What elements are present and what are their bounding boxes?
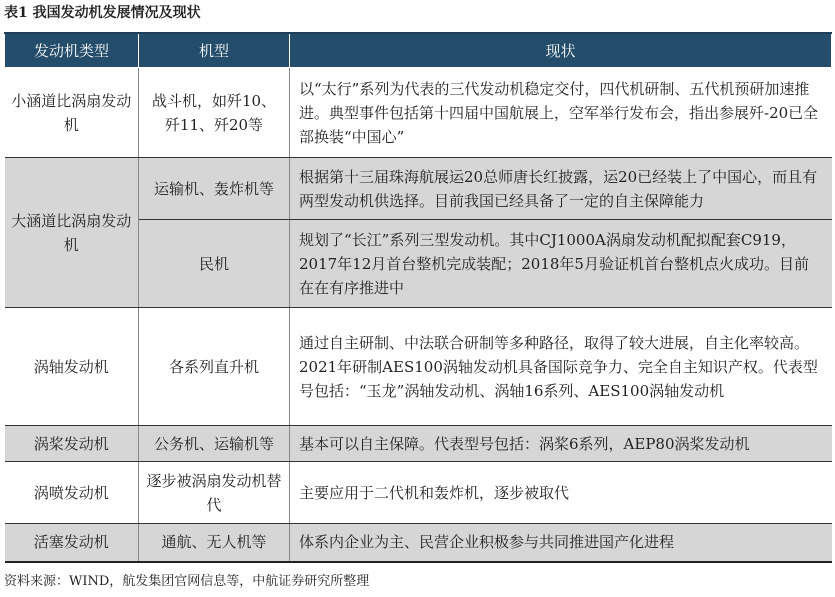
- status-cell: [290, 308, 832, 426]
- status-text: 规划了“长江”系列三型发动机。其中CJ1000A涡扇发动机配拟配套C919，2017年12月首台整机完成装配；2018年5月验证机首台整机点火成功。目前在在有序推进中: [299, 230, 809, 297]
- status-text: 基本可以自主保障。代表型号包括：涡桨6系列，AEP80涡桨发动机: [299, 434, 750, 453]
- model-cell: [139, 220, 290, 308]
- model-cell: [139, 426, 290, 462]
- engine-type-text: 小涵道比涡扇发动机: [11, 91, 132, 134]
- engine-type-text: 涡桨发动机: [33, 434, 109, 453]
- table-row: [5, 68, 832, 158]
- model-cell: [139, 68, 290, 158]
- header-model: 机型: [139, 33, 290, 68]
- engine-type-text: 活塞发动机: [33, 533, 109, 552]
- header-engine-type: 发动机类型: [5, 33, 139, 68]
- model-text: 运输机、轰炸机等: [153, 179, 274, 198]
- engine-development-table: [4, 32, 832, 563]
- table-row: [5, 524, 832, 562]
- engine-type-text: 涡轴发动机: [33, 357, 109, 376]
- status-cell: [290, 426, 832, 462]
- table-caption: 表1 我国发动机发展情况及现状: [4, 5, 201, 21]
- status-text: 通过自主研制、中法联合研制等多种路径，取得了较大进展，自主化率较高。2021年研制AES100涡轴发动机具备国际竞争力、完全自主知识产权。代表型号包括：“玉龙”涡轴发动机、涡轴16系列、AES100涡轴发动机: [299, 333, 818, 400]
- model-text: 民机: [198, 254, 229, 273]
- status-text: 以“太行”系列为代表的三代发动机稳定交付，四代机研制、五代机预研加速推进。典型事件包括第十四届中国航展上，空军举行发布会，指出参展歼-20已全部换装“中国心”: [299, 79, 819, 146]
- engine-type-cell: [5, 426, 139, 462]
- status-cell: [290, 220, 832, 308]
- table-row: [5, 308, 832, 426]
- status-cell: [290, 68, 832, 158]
- model-text: 通航、无人机等: [161, 533, 267, 552]
- engine-type-cell: [5, 68, 139, 158]
- model-text: 公务机、运输机等: [153, 434, 274, 453]
- model-text: 各系列直升机: [168, 357, 259, 376]
- status-cell: [290, 462, 832, 524]
- status-cell: [290, 158, 832, 220]
- engine-type-cell: [5, 462, 139, 524]
- model-cell: [139, 158, 290, 220]
- status-text: 根据第十三届珠海航展运20总师唐长红披露，运20已经装上了中国心，而且有两型发动机供选择。目前我国已经具备了一定的自主保障能力: [299, 167, 818, 210]
- engine-type-text: 涡喷发动机: [33, 483, 109, 502]
- table-row: [5, 462, 832, 524]
- status-cell: [290, 524, 832, 562]
- source-note: 资料来源：WIND，航发集团官网信息等，中航证券研究所整理: [4, 574, 370, 589]
- engine-type-cell: [5, 308, 139, 426]
- engine-type-cell: [5, 158, 139, 308]
- model-cell: [139, 462, 290, 524]
- model-text: 战斗机，如歼10、歼11、歼20等: [151, 91, 277, 134]
- model-cell: [139, 308, 290, 426]
- model-text: 逐步被涡扇发动机替代: [146, 471, 282, 514]
- engine-type-cell: [5, 524, 139, 562]
- table-header-row: [5, 33, 832, 68]
- header-status: 现状: [290, 33, 832, 68]
- table-row: [5, 426, 832, 462]
- model-cell: [139, 524, 290, 562]
- status-text: 主要应用于二代机和轰炸机，逐步被取代: [299, 483, 570, 502]
- status-text: 体系内企业为主、民营企业积极参与共同推进国产化进程: [299, 533, 675, 552]
- engine-type-text: 大涵道比涡扇发动机: [11, 211, 132, 254]
- table-row: [5, 158, 832, 220]
